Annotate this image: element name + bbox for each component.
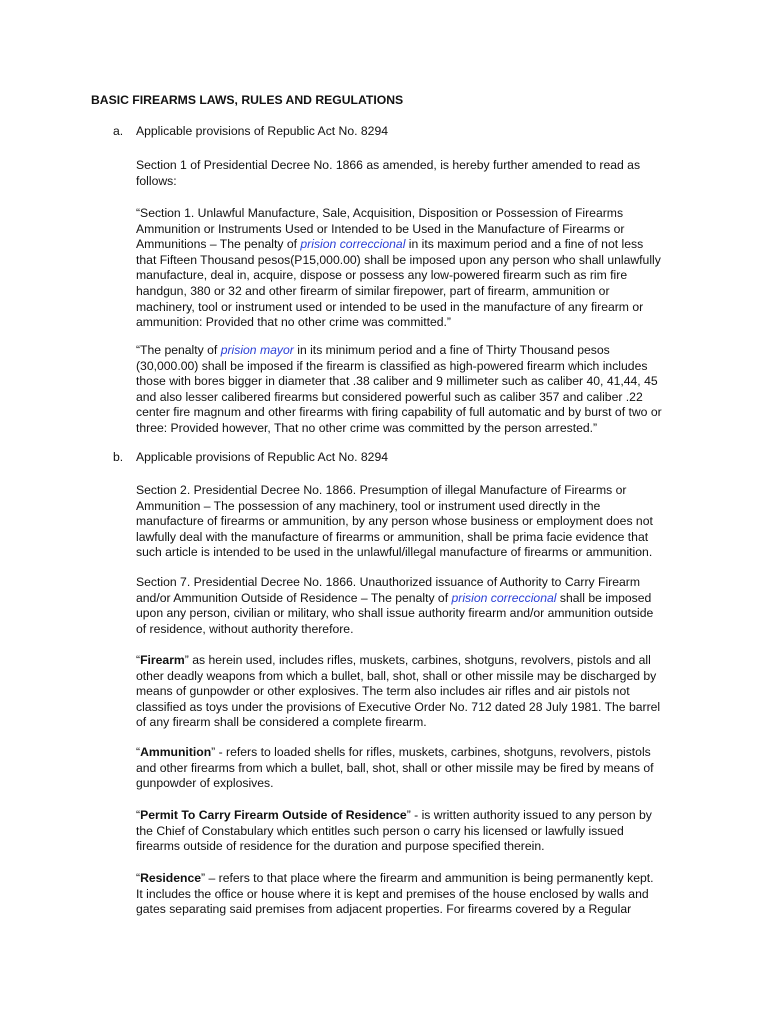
section-a-marker: a. — [113, 124, 124, 138]
text-line: Section 7. Presidential Decree No. 1866. Unauthorized issuance of Authority to Carry Firearm — [136, 575, 640, 589]
text-line: (30,000.00) shall be imposed if the firearm is classified as high-powered firearm which includes — [136, 358, 648, 373]
latin-term: prision mayor — [220, 343, 294, 357]
latin-term: prision correccional — [300, 237, 406, 252]
text-segment: in its minimum period and a fine of Thirty Thousand pesos — [293, 343, 610, 357]
text-segment: Ammunitions – The penalty of — [136, 237, 301, 252]
section-b-marker: b. — [113, 450, 124, 464]
text-line — [136, 343, 696, 359]
latin-term: prision correccional — [451, 590, 557, 605]
text-line: other deadly weapons from which a bullet, ball, shot, shall or other missile may be discharged by — [136, 668, 657, 683]
text-line: that Fifteen Thousand pesos(P15,000.00) shall be imposed upon any person who shall unlawfully — [136, 252, 661, 267]
text-line: firearms outside of residence for the duration and purpose specified therein. — [136, 839, 545, 854]
text-segment: ” - is written authority issued to any person by — [406, 808, 652, 822]
quote-penalty-high-powered — [136, 343, 696, 437]
text-line: upon any person, civilian or military, who shall issue authority firearm and/or ammunition outside — [136, 606, 654, 621]
permit-definition — [136, 808, 696, 855]
text-line — [136, 808, 696, 824]
text-line: Section 2. Presidential Decree No. 1866. Presumption of illegal Manufacture of Firearms or — [136, 483, 627, 497]
defined-term: Firearm — [140, 653, 185, 667]
text-line: and also lesser calibered firearms but considered powerful such as caliber 357 and caliber .22 — [136, 389, 643, 404]
defined-term: Permit To Carry Firearm Outside of Residence — [140, 808, 407, 822]
text-line: lawfully deal with the manufacture of firearms or ammunition, shall be prima facie evidence that — [136, 529, 649, 544]
text-line: of residence, without authority therefore. — [136, 621, 354, 636]
text-line: the Chief of Constabulary which entitles such person o carry his licensed or lawfully issued — [136, 823, 624, 838]
text-line: gates separating said premises from adjacent properties. For firearms covered by a Regular — [136, 902, 632, 917]
text-segment: “ — [136, 745, 141, 759]
quote-section-1 — [136, 206, 696, 331]
text-line: three: Provided however, That no other crime was committed by the person arrested.” — [136, 420, 598, 435]
text-segment: “ — [136, 871, 141, 885]
text-line: means of gunpowder or other explosives. The term also includes air rifles and air pistols not — [136, 684, 630, 699]
section-b-heading: Applicable provisions of Republic Act No. 8294 — [136, 450, 389, 464]
text-line: manufacture of firearms or ammunition, by any person whose business or employment does not — [136, 514, 653, 529]
text-line: manufacture, deal in, acquire, dispose or possess any low-powered firearm such as rim fire — [136, 268, 628, 283]
section-2-paragraph — [136, 483, 696, 561]
text-segment: “ — [136, 653, 141, 667]
text-segment: ” – refers to that place where the firearm and ammunition is being permanently kept. — [201, 871, 654, 885]
text-line: those with bores bigger in diameter that .38 caliber and 9 millimeter such as caliber 40, 41,44, 45 — [136, 374, 658, 389]
text-line: It includes the office or house where it is kept and premises of the house enclosed by walls and — [136, 886, 649, 901]
text-line — [136, 591, 696, 607]
defined-term: Ammunition — [140, 745, 212, 759]
text-line — [136, 871, 696, 887]
defined-term: Residence — [140, 871, 202, 885]
text-line — [136, 653, 696, 669]
text-segment: in its maximum period and a fine of not less — [405, 237, 644, 252]
text-segment: “ — [136, 808, 141, 822]
ammunition-definition — [136, 745, 696, 792]
text-line: machinery, tool or instrument used or intended to be used in the manufacture of any firearm or — [136, 299, 644, 314]
document-title: BASIC FIREARMS LAWS, RULES AND REGULATIONS — [91, 93, 404, 107]
text-line — [136, 237, 696, 253]
text-segment: “The penalty of — [136, 343, 221, 357]
text-line: of any firearm shall be considered a complete firearm. — [136, 715, 427, 730]
text-segment: ” as herein used, includes rifles, muskets, carbines, shotguns, revolvers, pistols and all — [184, 653, 651, 667]
text-line: handgun, 380 or 32 and other firearm of similar firepower, part of firearm, ammunition or — [136, 283, 610, 298]
text-line: ammunition: Provided that no other crime was committed.” — [136, 315, 451, 330]
text-line — [136, 745, 696, 761]
text-line: and other firearms from which a bullet, ball, shot, shall or other missile may be fired by means of — [136, 760, 654, 775]
text-line: Section 1 of Presidential Decree No. 1866 as amended, is hereby further amended to read as — [136, 158, 641, 172]
section-7-paragraph — [136, 575, 696, 637]
text-segment: and/or Ammunition Outside of Residence – The penalty of — [136, 590, 452, 605]
residence-definition — [136, 871, 696, 918]
text-line: center fire magnum and other firearms with firing capability of full automatic and by burst of two or — [136, 405, 662, 420]
text-segment: shall be imposed — [556, 590, 652, 605]
text-line: “Section 1. Unlawful Manufacture, Sale, Acquisition, Disposition or Possession of Firearms — [136, 206, 624, 220]
text-line: Ammunition – The possession of any machinery, tool or instrument used directly in the — [136, 498, 601, 513]
text-line: classified as toys under the provisions of Executive Order No. 712 dated 28 July 1981. The barrel — [136, 699, 661, 714]
text-segment: ” - refers to loaded shells for rifles, muskets, carbines, shotguns, revolvers, pistols — [211, 745, 651, 759]
text-line: Ammunition or Instruments Used or Intended to be Used in the Manufacture of Firearms or — [136, 221, 625, 236]
firearm-definition — [136, 653, 696, 731]
section-a-intro — [136, 158, 696, 189]
text-line: follows: — [136, 173, 177, 188]
text-line: gunpowder of explosives. — [136, 776, 274, 791]
text-line: such article is intended to be used in the unlawful/illegal manufacture of firearms or ammunition. — [136, 545, 653, 560]
section-a-heading: Applicable provisions of Republic Act No. 8294 — [136, 124, 389, 138]
